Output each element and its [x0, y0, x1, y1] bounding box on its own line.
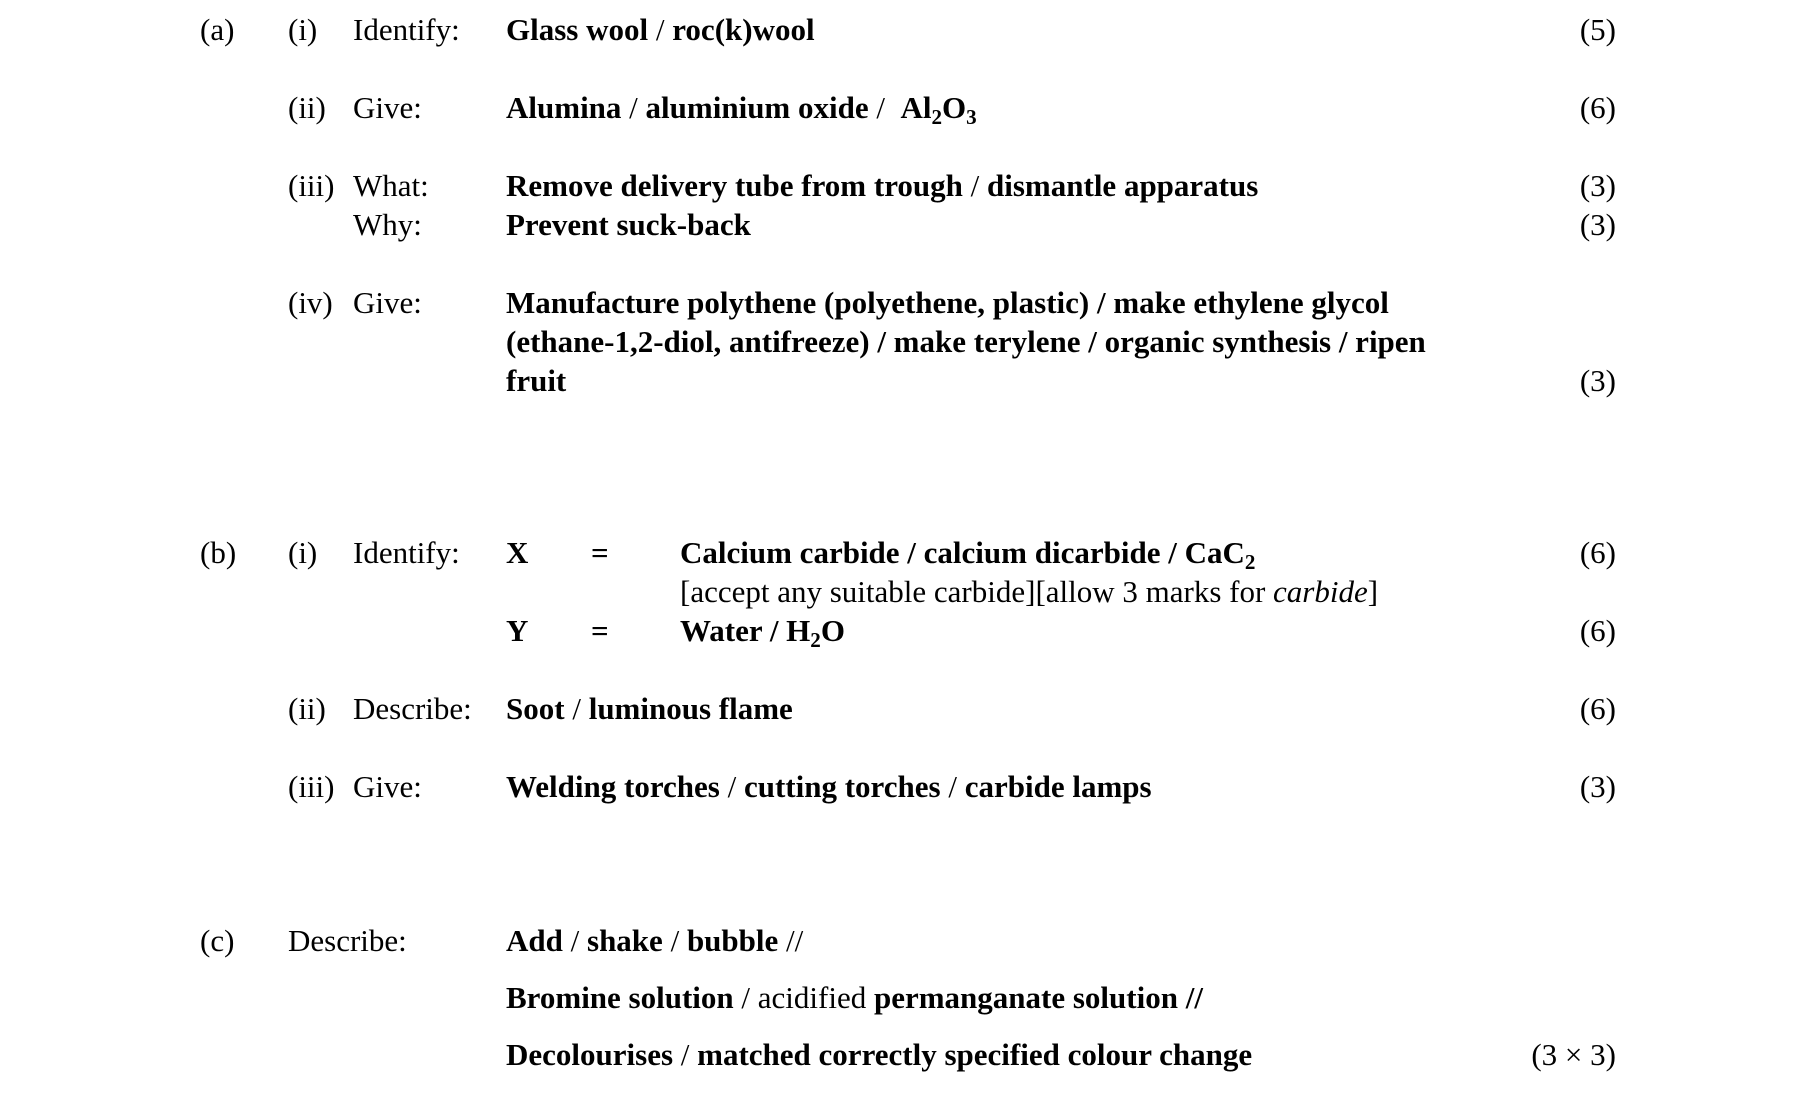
a-ii-marks: (6): [1579, 90, 1616, 125]
c-verb: Describe:: [288, 923, 407, 958]
c-answer-line1: Add / shake / bubble //: [506, 923, 804, 958]
b-iii-answer: Welding torches / cutting torches / carbide lamps: [506, 769, 1152, 804]
b-i-y-equals: =: [591, 613, 609, 648]
b-i-number: (i): [288, 535, 318, 570]
b-i-x-answer: Calcium carbide / calcium dicarbide / CaC$_2$: [680, 535, 1256, 574]
a-iii-marks-why: (3): [1579, 207, 1616, 242]
b-ii-marks: (6): [1579, 691, 1616, 726]
b-i-y-symbol: Y: [506, 613, 529, 648]
b-ii-answer: Soot / luminous flame: [506, 691, 793, 726]
a-iv-marks: (3): [1579, 363, 1616, 398]
b-ii-number: (ii): [288, 691, 326, 726]
part-a-label: (a): [200, 12, 235, 47]
b-i-y-answer: Water / $H_2O$: [680, 613, 845, 652]
c-answer-line2: Bromine solution / acidified permanganate solution //: [506, 980, 1203, 1015]
a-iv-answer-line3: fruit: [506, 363, 567, 398]
b-i-x-marks: (6): [1579, 535, 1616, 570]
b-iii-number: (iii): [288, 769, 335, 804]
a-iii-marks-what: (3): [1579, 168, 1616, 203]
a-i-answer: Glass wool / roc(k)wool: [506, 12, 815, 47]
a-i-marks: (5): [1579, 12, 1616, 47]
b-iii-marks: (3): [1579, 769, 1616, 804]
b-ii-verb: Describe:: [353, 691, 472, 726]
c-answer-line3: Decolourises / matched correctly specified colour change: [506, 1037, 1253, 1072]
a-iv-answer-line2: (ethane-1,2-diol, antifreeze) / make terylene / organic synthesis / ripen: [506, 324, 1426, 359]
b-i-verb: Identify:: [353, 535, 460, 570]
b-i-x-equals: =: [591, 535, 609, 570]
a-iii-answer-why: Prevent suck-back: [506, 207, 751, 242]
b-i-x-symbol: X: [506, 535, 529, 570]
a-iv-number: (iv): [288, 285, 333, 320]
a-i-verb: Identify:: [353, 12, 460, 47]
a-iv-answer-line1: Manufacture polythene (polyethene, plastic) / make ethylene glycol: [506, 285, 1389, 320]
part-b-label: (b): [200, 535, 237, 570]
a-iii-number: (iii): [288, 168, 335, 203]
b-i-y-marks: (6): [1579, 613, 1616, 648]
a-iii-verb-what: What:: [353, 168, 429, 203]
a-i-number: (i): [288, 12, 318, 47]
a-ii-number: (ii): [288, 90, 326, 125]
a-ii-verb: Give:: [353, 90, 422, 125]
a-iii-answer-what: Remove delivery tube from trough / dismantle apparatus: [506, 168, 1259, 203]
a-iii-verb-why: Why:: [353, 207, 422, 242]
part-c-label: (c): [200, 923, 235, 958]
b-i-note: [accept any suitable carbide][allow 3 marks for carbide]: [680, 574, 1379, 609]
c-marks: (3 × 3): [1531, 1037, 1616, 1072]
a-iv-verb: Give:: [353, 285, 422, 320]
a-ii-answer: Alumina / aluminium oxide / $Al_2O_3$: [506, 90, 977, 129]
b-iii-verb: Give:: [353, 769, 422, 804]
